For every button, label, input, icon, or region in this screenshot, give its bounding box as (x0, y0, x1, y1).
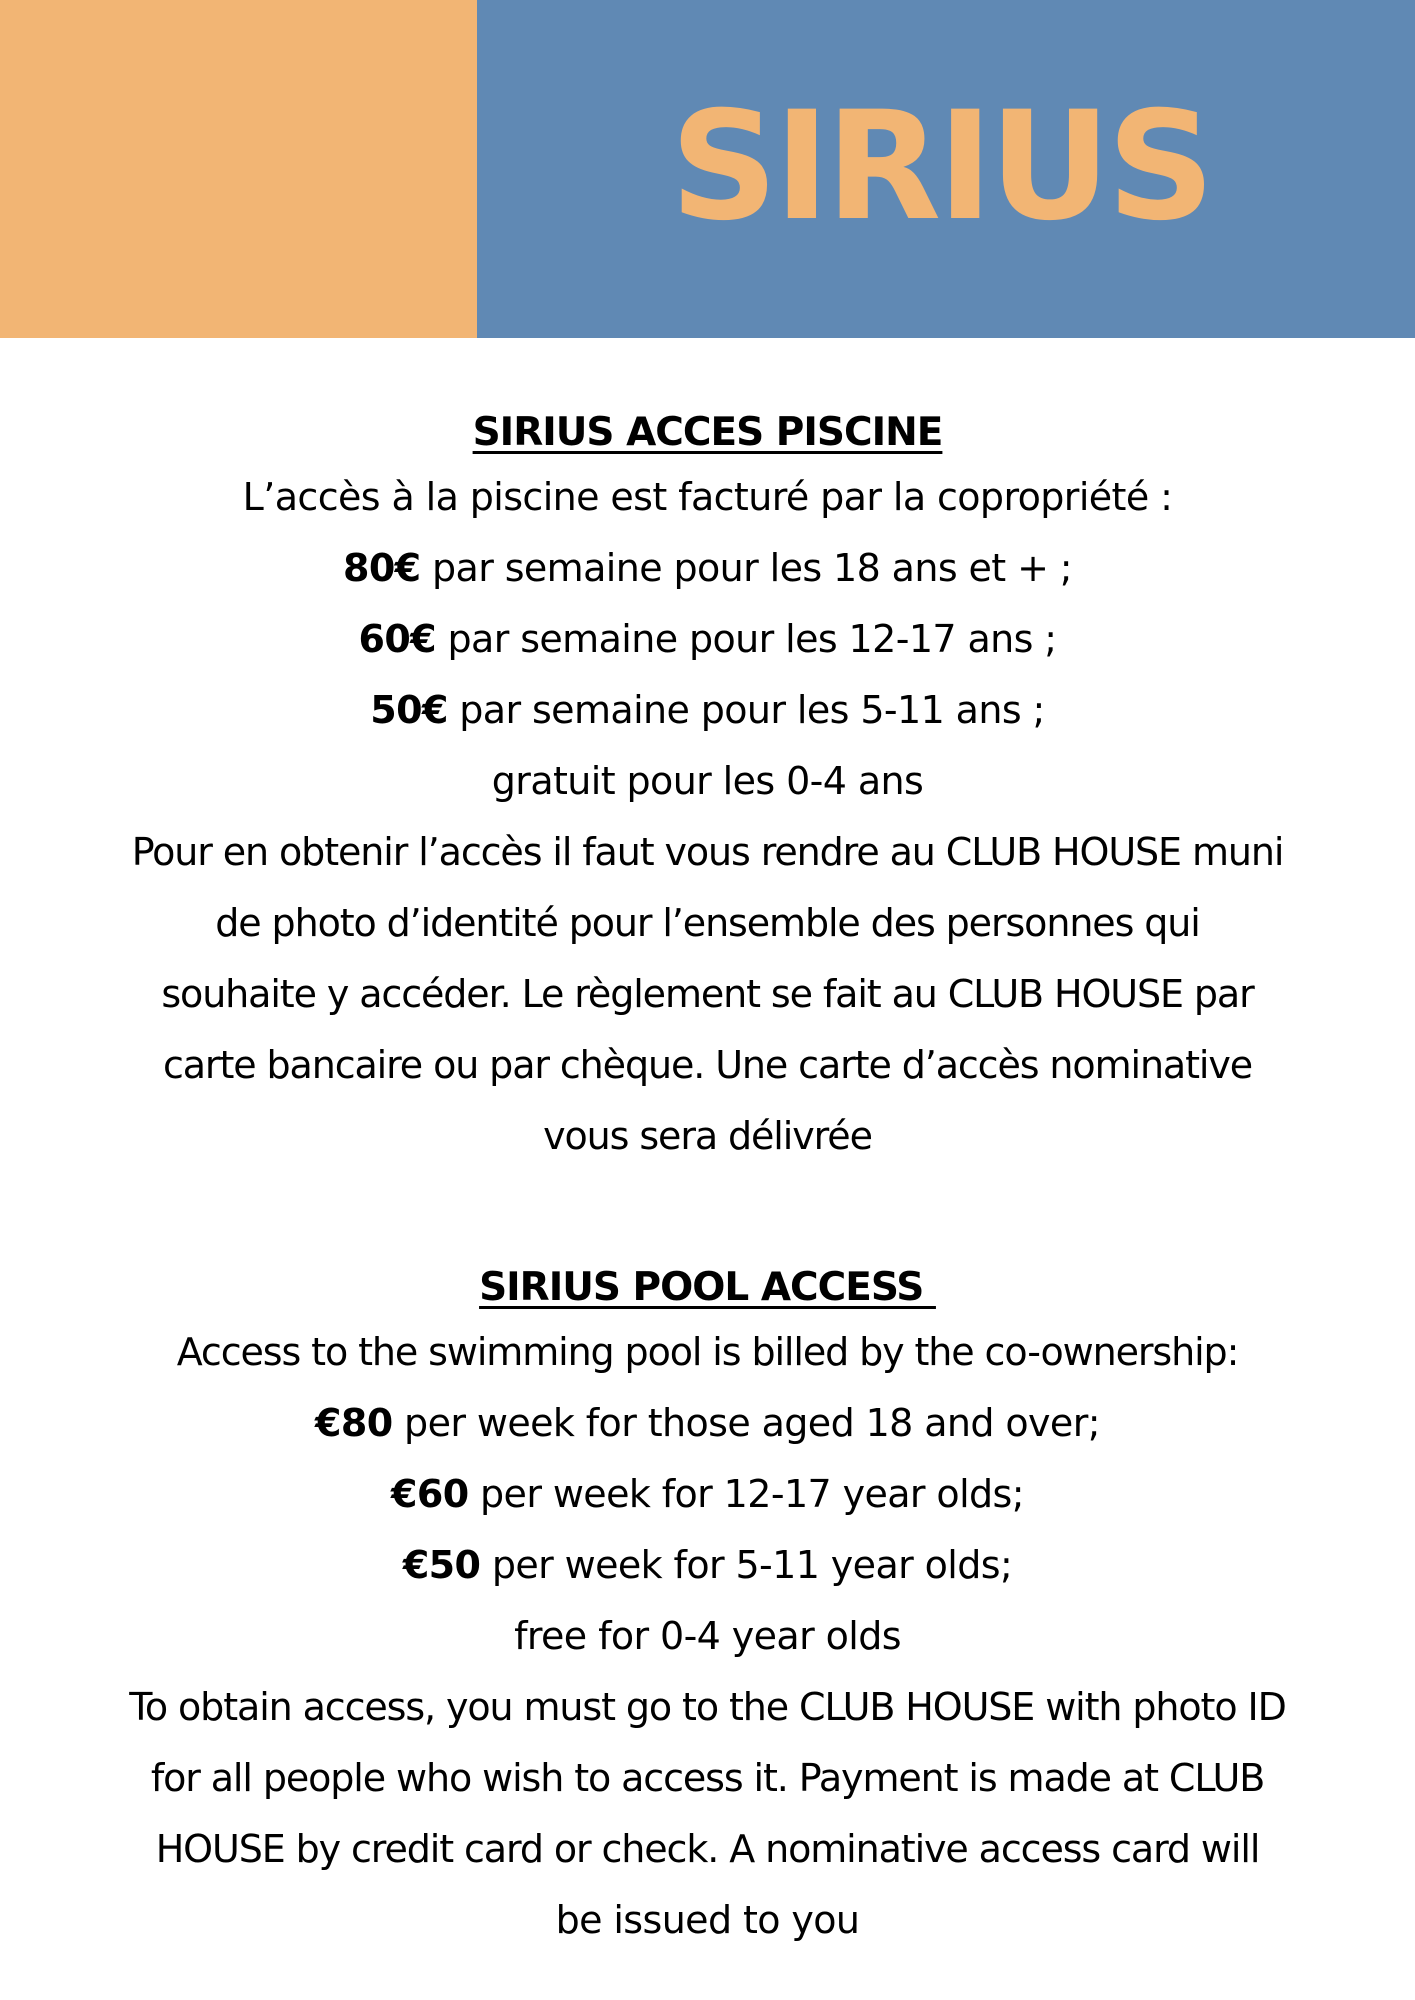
header-orange-block (0, 0, 477, 338)
french-price-child-amount: 50€ (370, 688, 448, 732)
english-paragraph-line-4: be issued to you (555, 1898, 860, 1942)
french-price-teen-text: par semaine pour les 12-17 ans ; (436, 617, 1057, 661)
french-price-line-adult (0, 533, 1415, 604)
english-price-teen-text: per week for 12-17 year olds; (468, 1472, 1024, 1516)
english-price-child-amount: €50 (402, 1543, 481, 1587)
french-paragraph-line-4: carte bancaire ou par chèque. Une carte d’accès nominative (162, 1043, 1253, 1087)
french-section (0, 404, 1415, 1172)
french-free-line: gratuit pour les 0-4 ans (491, 759, 924, 803)
english-price-child-text: per week for 5-11 year olds; (480, 1543, 1013, 1587)
english-price-adult-text: per week for those aged 18 and over; (392, 1401, 1100, 1445)
french-heading: SIRIUS ACCES PISCINE (472, 410, 943, 455)
french-intro: L’accès à la piscine est facturé par la copropriété : (242, 475, 1173, 519)
english-price-line-child (0, 1530, 1415, 1601)
english-price-line-adult (0, 1388, 1415, 1459)
french-paragraph-line-1: Pour en obtenir l’accès il faut vous rendre au CLUB HOUSE muni (131, 830, 1284, 874)
french-price-line-teen (0, 604, 1415, 675)
french-price-adult-amount: 80€ (342, 546, 421, 590)
english-price-line-teen (0, 1459, 1415, 1530)
french-price-line-child (0, 675, 1415, 746)
page-title: SIRIUS (670, 80, 1211, 254)
french-paragraph-line-2: de photo d’identité pour l’ensemble des personnes qui (215, 901, 1200, 945)
english-paragraph-line-2: for all people who wish to access it. Payment is made at CLUB (150, 1756, 1265, 1800)
english-heading: SIRIUS POOL ACCESS (479, 1265, 936, 1310)
french-paragraph-line-3: souhaite y accéder. Le règlement se fait au CLUB HOUSE par (161, 972, 1254, 1016)
french-price-adult-text: par semaine pour les 18 ans et + ; (420, 546, 1073, 590)
french-price-teen-amount: 60€ (358, 617, 437, 661)
english-price-teen-amount: €60 (391, 1472, 469, 1516)
french-paragraph-line-5: vous sera délivrée (543, 1114, 872, 1158)
english-paragraph-line-1: To obtain access, you must go to the CLUB HOUSE with photo ID (129, 1685, 1286, 1729)
header-banner (0, 0, 1415, 338)
english-free-line: free for 0-4 year olds (514, 1614, 901, 1658)
english-paragraph-line-3: HOUSE by credit card or check. A nominative access card will (155, 1827, 1260, 1871)
english-section (0, 1259, 1415, 1956)
french-price-child-text: par semaine pour les 5-11 ans ; (447, 688, 1045, 732)
english-intro: Access to the swimming pool is billed by the co-ownership: (176, 1330, 1239, 1374)
english-price-adult-amount: €80 (315, 1401, 393, 1445)
